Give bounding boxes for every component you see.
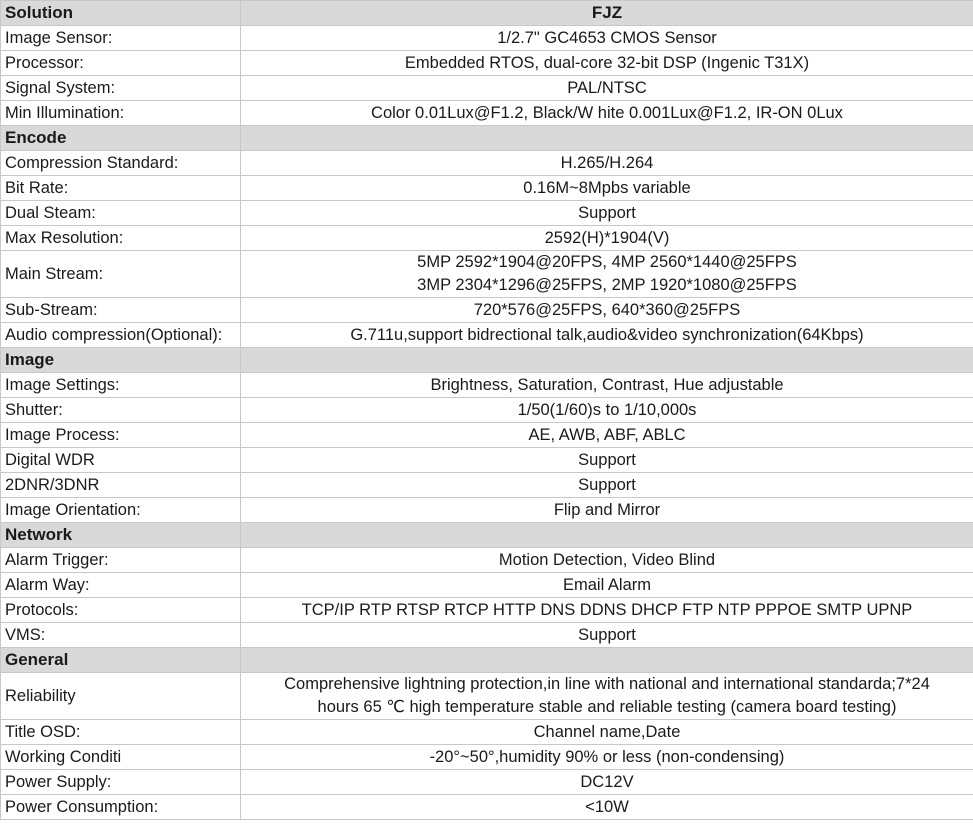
table-row bbox=[1, 226, 973, 251]
spec-value-line: Support bbox=[578, 450, 636, 469]
spec-value-line: Support bbox=[578, 203, 636, 222]
spec-label: 2DNR/3DNR bbox=[1, 473, 241, 498]
table-header-row bbox=[1, 1, 973, 26]
spec-label: Bit Rate: bbox=[1, 176, 241, 201]
table-row bbox=[1, 298, 973, 323]
spec-value bbox=[241, 151, 973, 176]
section-title: Network bbox=[1, 523, 241, 548]
section-spacer bbox=[241, 348, 973, 373]
spec-value-line: 5MP 2592*1904@20FPS, 4MP 2560*1440@25FPS bbox=[417, 253, 797, 271]
spec-label: Protocols: bbox=[1, 598, 241, 623]
spec-value bbox=[241, 251, 973, 298]
section-title: General bbox=[1, 648, 241, 673]
spec-value-line: Support bbox=[578, 475, 636, 494]
spec-value bbox=[241, 298, 973, 323]
spec-value bbox=[241, 398, 973, 423]
spec-value bbox=[241, 448, 973, 473]
table-row bbox=[1, 26, 973, 51]
spec-label: Image Process: bbox=[1, 423, 241, 448]
spec-value bbox=[241, 795, 973, 820]
spec-value bbox=[241, 176, 973, 201]
table-row bbox=[1, 598, 973, 623]
table-row bbox=[1, 151, 973, 176]
spec-value bbox=[241, 770, 973, 795]
table-row bbox=[1, 473, 973, 498]
spec-value bbox=[241, 673, 973, 720]
spec-value-line: Color 0.01Lux@F1.2, Black/W hite 0.001Lux@F1.2, IR-ON 0Lux bbox=[371, 103, 843, 122]
spec-label: Signal System: bbox=[1, 76, 241, 101]
section-spacer bbox=[241, 126, 973, 151]
spec-value-line: Embedded RTOS, dual-core 32-bit DSP (Ingenic T31X) bbox=[404, 53, 810, 72]
spec-label: Digital WDR bbox=[1, 448, 241, 473]
table-row bbox=[1, 673, 973, 720]
spec-value bbox=[241, 498, 973, 523]
spec-value-line: DC12V bbox=[580, 772, 634, 791]
table-row bbox=[1, 201, 973, 226]
table-row bbox=[1, 176, 973, 201]
spec-value bbox=[241, 548, 973, 573]
section-header-row bbox=[1, 126, 973, 151]
header-label: Solution bbox=[1, 1, 241, 26]
spec-label: Reliability bbox=[1, 673, 241, 720]
spec-value-line: Comprehensive lightning protection,in line with national and international standarda;7*24 bbox=[284, 675, 930, 693]
spec-value bbox=[241, 323, 973, 348]
spec-value bbox=[241, 26, 973, 51]
spec-value bbox=[241, 573, 973, 598]
spec-value bbox=[241, 76, 973, 101]
table-row bbox=[1, 795, 973, 820]
spec-value bbox=[241, 473, 973, 498]
table-row bbox=[1, 373, 973, 398]
spec-value-line: hours 65 ℃ high temperature stable and reliable testing (camera board testing) bbox=[317, 698, 897, 716]
spec-value-line: PAL/NTSC bbox=[567, 78, 647, 97]
section-title: Encode bbox=[1, 126, 241, 151]
section-spacer bbox=[241, 523, 973, 548]
spec-value bbox=[241, 373, 973, 398]
spec-value-line: G.711u,support bidrectional talk,audio&video synchronization(64Kbps) bbox=[350, 325, 864, 344]
spec-value bbox=[241, 51, 973, 76]
spec-label: Max Resolution: bbox=[1, 226, 241, 251]
spec-label: Processor: bbox=[1, 51, 241, 76]
spec-table-body bbox=[1, 1, 973, 820]
spec-label: Title OSD: bbox=[1, 720, 241, 745]
table-row bbox=[1, 498, 973, 523]
spec-label: Shutter: bbox=[1, 398, 241, 423]
table-row bbox=[1, 770, 973, 795]
spec-value-line: 2592(H)*1904(V) bbox=[544, 228, 670, 247]
table-row bbox=[1, 573, 973, 598]
section-header-row bbox=[1, 348, 973, 373]
spec-value-line: 1/50(1/60)s to 1/10,000s bbox=[517, 400, 697, 419]
spec-value-line: AE, AWB, ABF, ABLC bbox=[528, 425, 686, 444]
spec-value-line: H.265/H.264 bbox=[560, 153, 654, 172]
table-row bbox=[1, 323, 973, 348]
table-row bbox=[1, 398, 973, 423]
section-header-row bbox=[1, 648, 973, 673]
table-row bbox=[1, 101, 973, 126]
spec-value bbox=[241, 745, 973, 770]
spec-value-line: TCP/IP RTP RTSP RTCP HTTP DNS DDNS DHCP FTP NTP PPPOE SMTP UPNP bbox=[301, 600, 913, 619]
section-spacer bbox=[241, 648, 973, 673]
spec-value-line: <10W bbox=[585, 797, 629, 816]
table-row bbox=[1, 548, 973, 573]
spec-value-line: Brightness, Saturation, Contrast, Hue adjustable bbox=[430, 375, 784, 394]
spec-value bbox=[241, 423, 973, 448]
spec-value-line: 1/2.7" GC4653 CMOS Sensor bbox=[497, 28, 717, 47]
table-row bbox=[1, 51, 973, 76]
spec-value bbox=[241, 101, 973, 126]
spec-value bbox=[241, 623, 973, 648]
spec-label: Audio compression(Optional): bbox=[1, 323, 241, 348]
spec-value-line: 0.16M~8Mpbs variable bbox=[523, 178, 691, 197]
spec-value bbox=[241, 720, 973, 745]
spec-label: VMS: bbox=[1, 623, 241, 648]
table-row bbox=[1, 251, 973, 298]
table-row bbox=[1, 76, 973, 101]
spec-value bbox=[241, 226, 973, 251]
spec-label: Sub-Stream: bbox=[1, 298, 241, 323]
spec-value-line: Email Alarm bbox=[562, 575, 652, 594]
spec-value-line: Support bbox=[578, 625, 636, 644]
header-value: FJZ bbox=[241, 1, 973, 26]
spec-value-line: -20°~50°,humidity 90% or less (non-condensing) bbox=[429, 747, 785, 766]
table-row bbox=[1, 423, 973, 448]
table-row bbox=[1, 448, 973, 473]
spec-label: Power Consumption: bbox=[1, 795, 241, 820]
spec-value-line: 720*576@25FPS, 640*360@25FPS bbox=[473, 300, 741, 319]
spec-label: Compression Standard: bbox=[1, 151, 241, 176]
spec-value-line: Motion Detection, Video Blind bbox=[498, 550, 716, 569]
table-row bbox=[1, 720, 973, 745]
spec-label: Image Orientation: bbox=[1, 498, 241, 523]
spec-label: Image Sensor: bbox=[1, 26, 241, 51]
spec-value bbox=[241, 598, 973, 623]
table-row bbox=[1, 623, 973, 648]
spec-label: Working Conditi bbox=[1, 745, 241, 770]
table-row bbox=[1, 745, 973, 770]
spec-label: Min Illumination: bbox=[1, 101, 241, 126]
spec-value-line: Flip and Mirror bbox=[553, 500, 661, 519]
spec-label: Alarm Trigger: bbox=[1, 548, 241, 573]
spec-label: Alarm Way: bbox=[1, 573, 241, 598]
section-header-row bbox=[1, 523, 973, 548]
spec-value bbox=[241, 201, 973, 226]
section-title: Image bbox=[1, 348, 241, 373]
spec-label: Dual Steam: bbox=[1, 201, 241, 226]
spec-value-line: 3MP 2304*1296@25FPS, 2MP 1920*1080@25FPS bbox=[417, 276, 797, 294]
spec-label: Main Stream: bbox=[1, 251, 241, 298]
spec-label: Image Settings: bbox=[1, 373, 241, 398]
spec-value-line: Channel name,Date bbox=[533, 722, 681, 741]
spec-label: Power Supply: bbox=[1, 770, 241, 795]
